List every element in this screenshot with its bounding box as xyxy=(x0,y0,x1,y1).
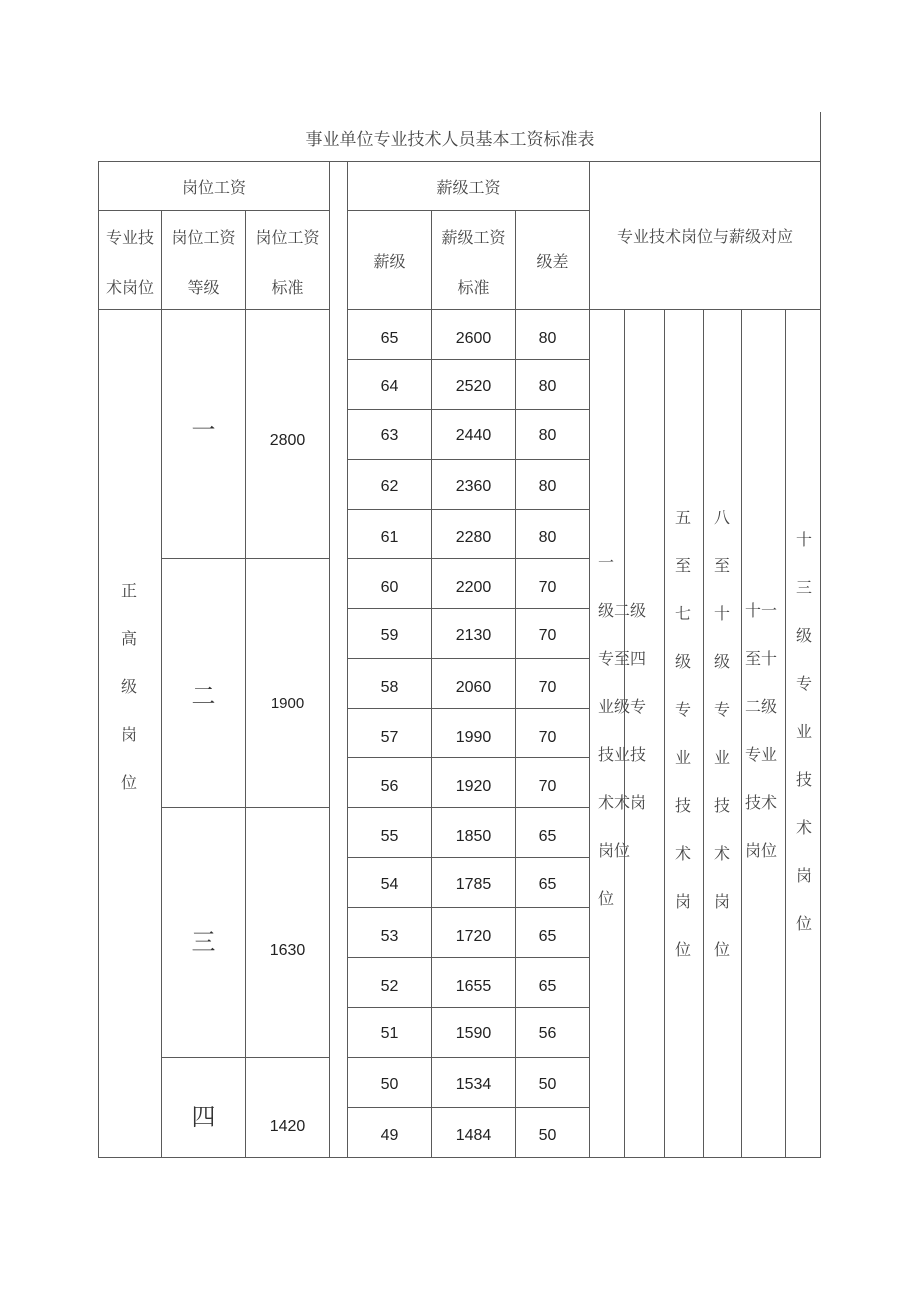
table-line xyxy=(98,1157,821,1158)
salary-standard-cell: 2520 xyxy=(455,378,492,395)
table-line xyxy=(785,309,786,1158)
grade-cell: 一 xyxy=(191,415,216,444)
header-post-category-line1: 专业技 xyxy=(105,227,154,247)
salary-level-cell: 52 xyxy=(380,978,399,995)
salary-level-cell: 53 xyxy=(380,928,399,945)
salary-standard-cell: 1920 xyxy=(455,778,492,795)
header-post-wage: 岗位工资 xyxy=(181,177,246,197)
table-line xyxy=(347,658,590,659)
header-grade-line1: 岗位工资 xyxy=(171,227,236,247)
table-line xyxy=(664,309,665,1158)
salary-standard-cell: 1720 xyxy=(455,928,492,945)
salary-standard-cell: 1534 xyxy=(455,1076,492,1093)
grade-cell: 二 xyxy=(191,681,216,710)
table-line xyxy=(161,1057,330,1058)
salary-level-cell: 56 xyxy=(380,778,399,795)
correspondence-column-2: 二级至四级专业技术岗位 xyxy=(614,601,647,860)
salary-diff-cell: 65 xyxy=(538,978,557,995)
table-line xyxy=(347,509,590,510)
table-title: 事业单位专业技术人员基本工资标准表 xyxy=(305,129,595,150)
table-line xyxy=(589,161,590,1158)
table-line xyxy=(347,807,590,808)
salary-diff-cell: 56 xyxy=(538,1025,557,1042)
salary-standard-cell: 2280 xyxy=(455,529,492,546)
grade-cell: 四 xyxy=(191,1102,216,1131)
post-category-label: 正高级岗位 xyxy=(121,581,138,792)
table-line xyxy=(820,112,821,1158)
salary-standard-cell: 2200 xyxy=(455,579,492,596)
table-line xyxy=(347,161,348,1158)
table-line xyxy=(347,1057,590,1058)
salary-standard-cell: 2360 xyxy=(455,478,492,495)
salary-standard-cell: 2060 xyxy=(455,679,492,696)
table-line xyxy=(347,708,590,709)
salary-level-cell: 57 xyxy=(380,729,399,746)
table-line xyxy=(98,309,330,310)
salary-diff-cell: 50 xyxy=(538,1127,557,1144)
table-line xyxy=(347,309,821,310)
salary-diff-cell: 70 xyxy=(538,778,557,795)
salary-standard-cell: 1990 xyxy=(455,729,492,746)
table-line xyxy=(347,907,590,908)
table-line xyxy=(347,857,590,858)
salary-standard-cell: 2130 xyxy=(455,627,492,644)
salary-level-cell: 50 xyxy=(380,1076,399,1093)
correspondence-column-4: 八至十级专业技术岗位 xyxy=(714,508,731,959)
table-line xyxy=(245,210,246,1158)
header-salary-line2: 标准 xyxy=(457,277,490,297)
salary-diff-cell: 65 xyxy=(538,828,557,845)
salary-standard-cell: 1655 xyxy=(455,978,492,995)
salary-diff-cell: 65 xyxy=(538,876,557,893)
header-standard-line1: 岗位工资 xyxy=(255,227,320,247)
salary-standard-cell: 1785 xyxy=(455,876,492,893)
table-line xyxy=(347,608,590,609)
table-line xyxy=(347,1007,590,1008)
salary-level-cell: 55 xyxy=(380,828,399,845)
salary-level-cell: 61 xyxy=(380,529,399,546)
header-level: 薪级 xyxy=(373,251,406,271)
salary-diff-cell: 80 xyxy=(538,427,557,444)
salary-diff-cell: 65 xyxy=(538,928,557,945)
table-line xyxy=(98,210,330,211)
table-line xyxy=(347,957,590,958)
salary-standard-cell: 2600 xyxy=(455,330,492,347)
header-post-category-line2: 术岗位 xyxy=(105,277,154,297)
header-correspondence: 专业技术岗位与薪级对应 xyxy=(616,227,793,246)
table-line xyxy=(347,757,590,758)
salary-level-cell: 65 xyxy=(380,330,399,347)
table-line xyxy=(329,161,330,1158)
header-grade-line2: 等级 xyxy=(187,277,220,297)
salary-diff-cell: 70 xyxy=(538,579,557,596)
table-line xyxy=(161,807,330,808)
salary-diff-cell: 70 xyxy=(538,679,557,696)
grade-standard-cell: 2800 xyxy=(269,432,306,449)
salary-level-cell: 51 xyxy=(380,1025,399,1042)
header-salary-wage: 薪级工资 xyxy=(436,177,501,197)
table-line xyxy=(161,558,330,559)
salary-level-cell: 49 xyxy=(380,1127,399,1144)
correspondence-column-6: 十三级专业技术岗位 xyxy=(796,530,813,933)
salary-standard-cell: 1484 xyxy=(455,1127,492,1144)
salary-standard-cell: 2440 xyxy=(455,427,492,444)
salary-level-cell: 54 xyxy=(380,876,399,893)
correspondence-column-5: 十一至十二级专业技术岗位 xyxy=(745,601,778,860)
table-line xyxy=(347,459,590,460)
salary-level-cell: 63 xyxy=(380,427,399,444)
header-salary-line1: 薪级工资 xyxy=(441,227,506,247)
salary-level-cell: 59 xyxy=(380,627,399,644)
salary-level-cell: 62 xyxy=(380,478,399,495)
salary-diff-cell: 80 xyxy=(538,378,557,395)
salary-diff-cell: 80 xyxy=(538,330,557,347)
header-standard-line2: 标准 xyxy=(271,277,304,297)
salary-diff-cell: 80 xyxy=(538,529,557,546)
grade-cell: 三 xyxy=(191,927,216,956)
salary-standard-cell: 1850 xyxy=(455,828,492,845)
table-line xyxy=(703,309,704,1158)
correspondence-column-3: 五至七级专业技术岗位 xyxy=(675,508,692,959)
table-line xyxy=(98,161,99,1158)
salary-level-cell: 58 xyxy=(380,679,399,696)
table-line xyxy=(347,1107,590,1108)
correspondence-column-1: 一级专业技术岗位 xyxy=(598,553,615,908)
salary-standard-cell: 1590 xyxy=(455,1025,492,1042)
salary-diff-cell: 50 xyxy=(538,1076,557,1093)
salary-diff-cell: 80 xyxy=(538,478,557,495)
table-line xyxy=(741,309,742,1158)
header-diff: 级差 xyxy=(536,251,569,271)
table-line xyxy=(347,359,590,360)
salary-diff-cell: 70 xyxy=(538,729,557,746)
salary-level-cell: 60 xyxy=(380,579,399,596)
table-line xyxy=(347,409,590,410)
salary-level-cell: 64 xyxy=(380,378,399,395)
grade-standard-cell: 1900 xyxy=(270,694,305,712)
grade-standard-cell: 1420 xyxy=(269,1118,306,1135)
salary-diff-cell: 70 xyxy=(538,627,557,644)
table-line xyxy=(347,558,590,559)
grade-standard-cell: 1630 xyxy=(269,942,306,959)
